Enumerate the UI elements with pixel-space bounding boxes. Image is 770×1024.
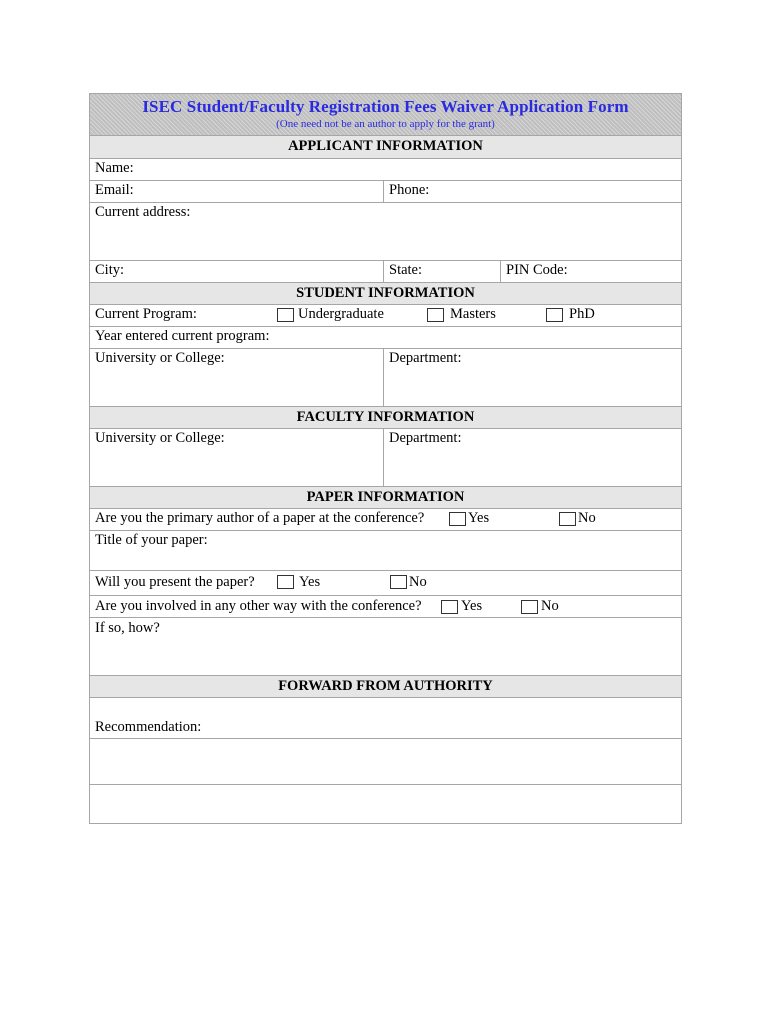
divider <box>383 261 384 283</box>
name-row[interactable] <box>90 158 681 180</box>
divider <box>383 181 384 203</box>
student-university-label: University or College: <box>95 350 225 366</box>
how-row[interactable] <box>90 617 681 675</box>
faculty-department-label: Department: <box>389 430 462 446</box>
student-section-header <box>90 282 681 304</box>
present-no-checkbox[interactable] <box>390 575 407 589</box>
divider <box>500 261 501 283</box>
authority-section-header <box>90 675 681 697</box>
applicant-heading: APPLICANT INFORMATION <box>288 138 483 154</box>
recommendation-label: Recommendation: <box>95 719 202 735</box>
present-yes-checkbox[interactable] <box>277 575 294 589</box>
faculty-university-label: University or College: <box>95 430 225 446</box>
recommendation-line-1[interactable] <box>90 738 681 784</box>
email-label: Email: <box>95 182 134 198</box>
primary-author-yes-label: Yes <box>468 510 490 526</box>
address-label: Current address: <box>95 204 191 220</box>
involved-no-checkbox[interactable] <box>521 600 538 614</box>
program-label: Current Program: <box>95 306 197 322</box>
involved-yes-label: Yes <box>461 598 483 614</box>
address-row[interactable] <box>90 202 681 260</box>
student-department-label: Department: <box>389 350 462 366</box>
faculty-heading: FACULTY INFORMATION <box>296 409 475 425</box>
recommendation-line-2[interactable] <box>90 784 681 824</box>
paper-heading: PAPER INFORMATION <box>306 489 465 505</box>
program-row <box>90 304 681 326</box>
divider <box>383 349 384 407</box>
present-no-label: No <box>409 574 427 590</box>
primary-author-row <box>90 508 681 530</box>
involved-question: Are you involved in any other way with the conference? <box>95 598 422 614</box>
primary-author-question: Are you the primary author of a paper at the conference? <box>95 510 425 526</box>
form-subtitle: (One need not be an author to apply for the grant) <box>276 118 495 130</box>
student-university-row <box>90 348 681 406</box>
masters-checkbox[interactable] <box>427 308 444 322</box>
phd-label: PhD <box>569 306 595 322</box>
email-phone-row <box>90 180 681 202</box>
paper-title-label: Title of your paper: <box>95 532 208 548</box>
involved-no-label: No <box>541 598 559 614</box>
masters-label: Masters <box>450 306 496 322</box>
year-row[interactable] <box>90 326 681 348</box>
primary-author-yes-checkbox[interactable] <box>449 512 466 526</box>
phone-label: Phone: <box>389 182 430 198</box>
applicant-section-header <box>90 135 681 158</box>
present-yes-label: Yes <box>299 574 321 590</box>
primary-author-no-label: No <box>578 510 596 526</box>
present-question: Will you present the paper? <box>95 574 255 590</box>
undergraduate-label: Undergraduate <box>298 306 384 322</box>
form-header <box>90 94 681 135</box>
year-label: Year entered current program: <box>95 328 270 344</box>
faculty-section-header <box>90 406 681 428</box>
pin-code-label: PIN Code: <box>506 262 568 278</box>
paper-section-header <box>90 486 681 508</box>
state-label: State: <box>389 262 423 278</box>
involved-row <box>90 595 681 617</box>
involved-yes-checkbox[interactable] <box>441 600 458 614</box>
waiver-form <box>89 93 682 824</box>
paper-title-row[interactable] <box>90 530 681 570</box>
student-heading: STUDENT INFORMATION <box>296 285 475 301</box>
name-label: Name: <box>95 160 134 176</box>
present-row <box>90 570 681 595</box>
faculty-university-row <box>90 428 681 486</box>
how-label: If so, how? <box>95 620 160 636</box>
authority-heading: FORWARD FROM AUTHORITY <box>278 678 493 694</box>
divider <box>383 429 384 487</box>
form-title: ISEC Student/Faculty Registration Fees Waiver Application Form <box>142 97 629 116</box>
undergraduate-checkbox[interactable] <box>277 308 294 322</box>
recommendation-row[interactable] <box>90 697 681 738</box>
phd-checkbox[interactable] <box>546 308 563 322</box>
primary-author-no-checkbox[interactable] <box>559 512 576 526</box>
city-label: City: <box>95 262 125 278</box>
city-state-pin-row <box>90 260 681 282</box>
